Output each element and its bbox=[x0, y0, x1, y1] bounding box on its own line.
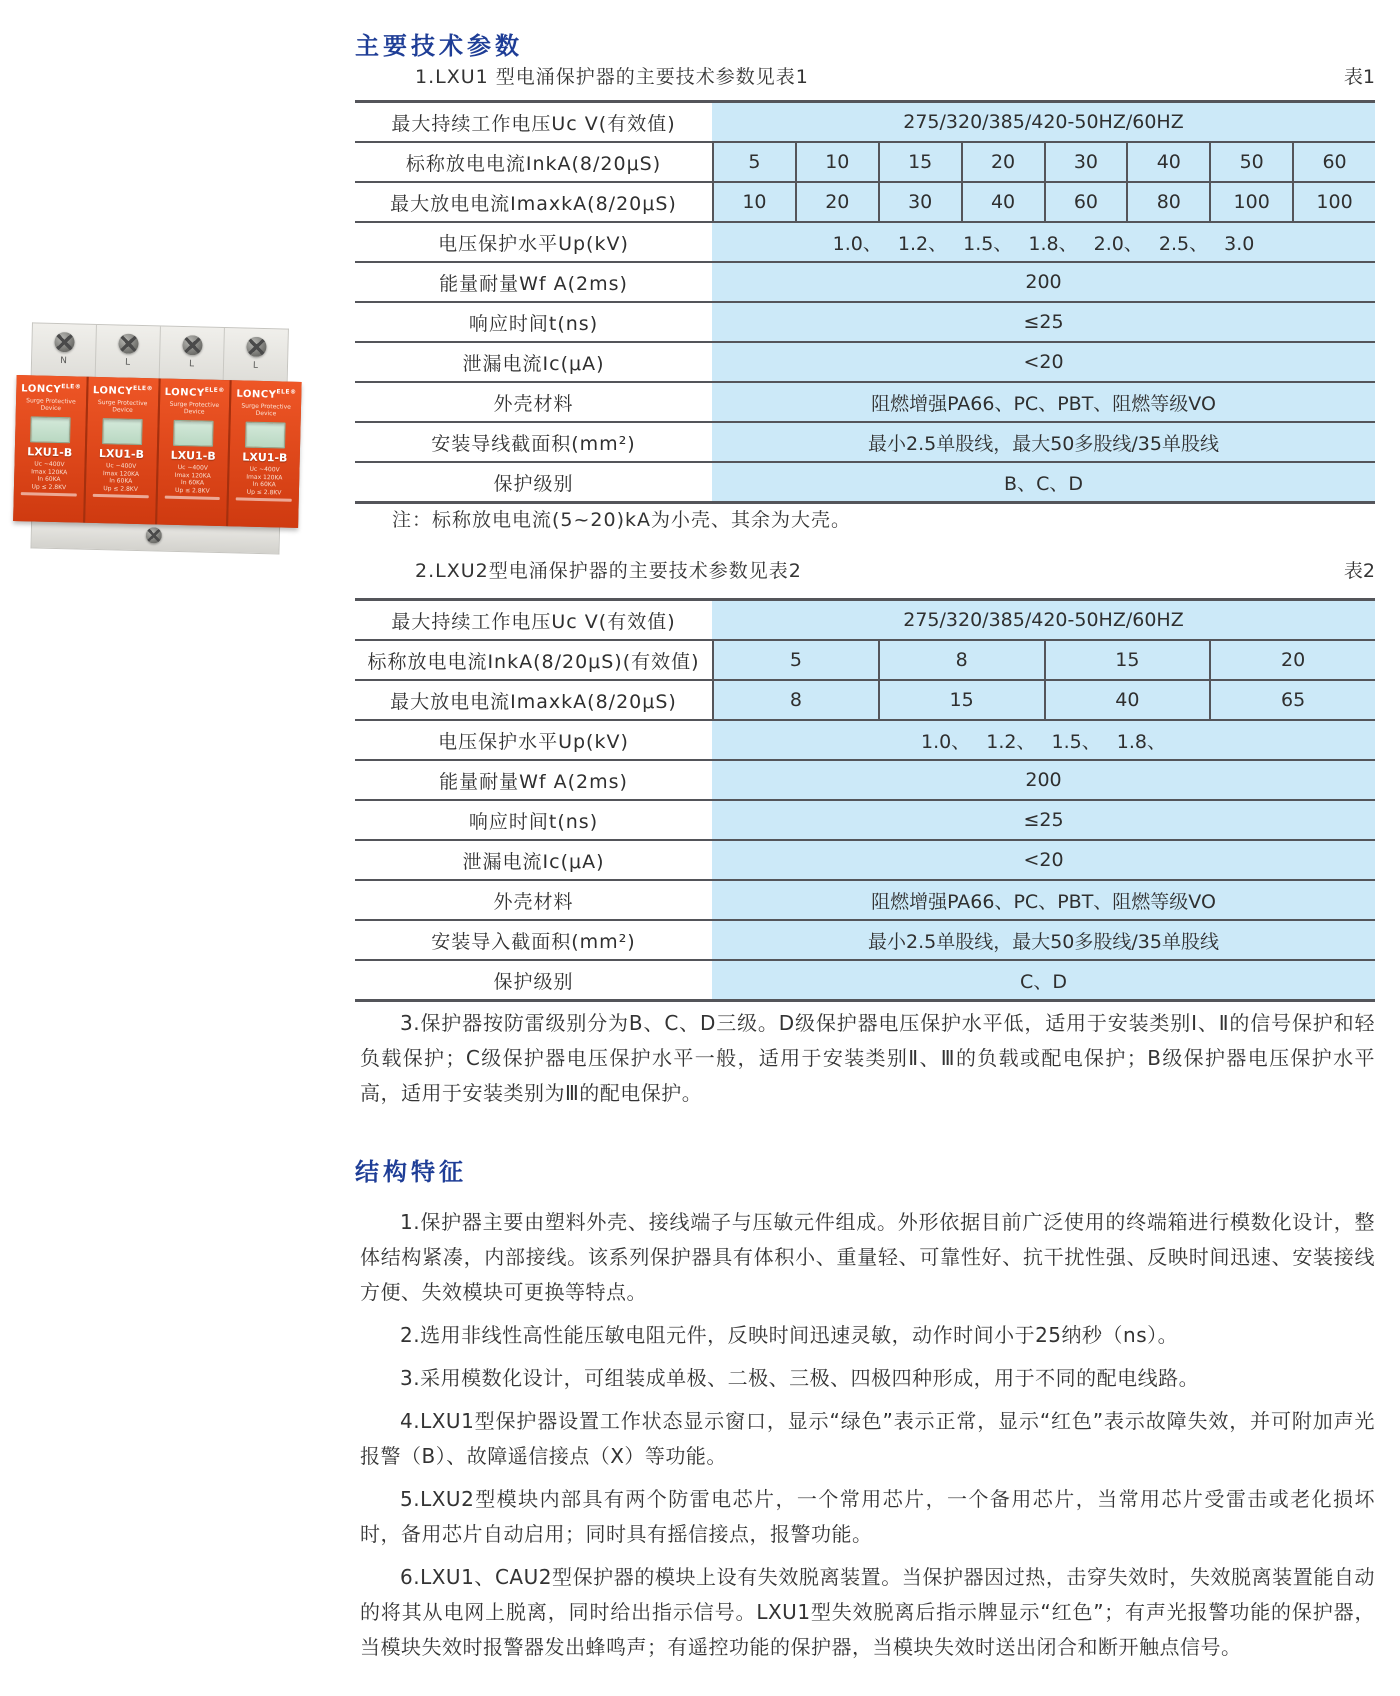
value-cell: 30 bbox=[1044, 143, 1127, 181]
table-row bbox=[355, 641, 1375, 681]
spec-line: Uc ~400V bbox=[34, 460, 65, 469]
spec-line: Up ≤ 2.8KV bbox=[103, 484, 138, 493]
value-cell: 60 bbox=[1292, 143, 1375, 181]
screw-icon bbox=[145, 527, 161, 543]
spec-line: Imax 120KA bbox=[31, 468, 68, 477]
row-value: ≤25 bbox=[712, 303, 1375, 341]
spec-lines bbox=[232, 466, 297, 503]
table-row bbox=[355, 343, 1375, 383]
terminal-label: N bbox=[60, 356, 68, 367]
row-value: 最小2.5单股线，最大50多股线/35单股线 bbox=[712, 921, 1375, 959]
table-row bbox=[355, 681, 1375, 721]
status-window bbox=[102, 418, 143, 445]
spec-line: In 60KA bbox=[252, 481, 276, 489]
table-row bbox=[355, 881, 1375, 921]
value-cell: 20 bbox=[795, 183, 878, 221]
table-row bbox=[355, 601, 1375, 641]
table-row bbox=[355, 303, 1375, 343]
table1 bbox=[355, 100, 1375, 504]
spec-legend-bar bbox=[164, 496, 220, 500]
terminal-block bbox=[159, 326, 224, 386]
value-cell: 50 bbox=[1209, 143, 1292, 181]
row-label: 响应时间t(ns) bbox=[355, 801, 712, 839]
row-value: ≤25 bbox=[712, 801, 1375, 839]
row-value: <20 bbox=[712, 343, 1375, 381]
value-cell: 20 bbox=[1209, 641, 1375, 679]
spec-lines bbox=[17, 460, 82, 497]
table-row bbox=[355, 183, 1375, 223]
brand-suffix: ELE® bbox=[204, 386, 225, 395]
table-row bbox=[355, 961, 1375, 1002]
row-label: 外壳材料 bbox=[355, 881, 712, 919]
brand-label bbox=[91, 382, 155, 399]
table-row bbox=[355, 263, 1375, 303]
table1-note: 注：标称放电电流(5~20)kA为小壳、其余为大壳。 bbox=[392, 509, 852, 531]
row-value bbox=[712, 681, 1375, 719]
value-cell: 30 bbox=[878, 183, 961, 221]
spec-legend-bar bbox=[21, 492, 77, 496]
table-row bbox=[355, 841, 1375, 881]
spd-module bbox=[83, 377, 158, 525]
spec-line: In 60KA bbox=[180, 479, 205, 487]
table2-caption: 2.LXU2型电涌保护器的主要技术参数见表2 bbox=[415, 560, 802, 582]
table-row bbox=[355, 423, 1375, 463]
value-cell: 20 bbox=[961, 143, 1044, 181]
table-row bbox=[355, 143, 1375, 183]
table-row bbox=[355, 103, 1375, 143]
spec-lines bbox=[160, 464, 225, 501]
row-label: 电压保护水平Up(kV) bbox=[355, 721, 712, 759]
row-label: 安装导入截面积(mm²) bbox=[355, 921, 712, 959]
brand-suffix: ELE® bbox=[276, 388, 297, 396]
spec-line: Up ≤ 2.8KV bbox=[174, 486, 210, 495]
value-cell: 80 bbox=[1126, 183, 1209, 221]
spec-legend-bar bbox=[92, 494, 148, 498]
terminal-label: L bbox=[252, 360, 259, 371]
brand-name: LONCY bbox=[164, 386, 205, 399]
spec-line: Imax 120KA bbox=[174, 471, 211, 480]
screw-icon bbox=[118, 333, 138, 353]
row-label: 电压保护水平Up(kV) bbox=[355, 223, 712, 261]
row-value: 阻燃增强PA66、PC、PBT、阻燃等级VO bbox=[712, 881, 1375, 919]
feature-paragraph-1: 1.保护器主要由塑料外壳、接线端子与压敏元件组成。外形依据目前广泛使用的终端箱进行模数化设计，整体结构紧凑，内部接线。该系列保护器具有体积小、重量轻、可靠性好、抗干扰性强、反映时间迅速、安装接线方便、失效模块可更换等特点。 bbox=[360, 1210, 1375, 1304]
product-subtitle: Surge Protective Device bbox=[97, 399, 148, 415]
spd-modules bbox=[13, 375, 301, 528]
feature-paragraph-4: 4.LXU1型保护器设置工作状态显示窗口，显示“绿色”表示正常，显示“红色”表示故障失效，并可附加声光报警（B）、故障遥信接点（X）等功能。 bbox=[360, 1409, 1375, 1468]
spec-line: Imax 120KA bbox=[102, 469, 140, 478]
row-label: 响应时间t(ns) bbox=[355, 303, 712, 341]
table1-caption-row bbox=[355, 62, 1375, 89]
paragraph-3: 3.保护器按防雷级别分为B、C、D三级。D级保护器电压保护水平低，适用于安装类别Ⅰ、Ⅱ的信号保护和轻负载保护；C级保护器电压保护水平一般，适用于安装类别Ⅱ、Ⅲ的负载或配电保护；B级保护器电压保护水平高，适用于安装类别为Ⅲ的配电保护。 bbox=[360, 1011, 1375, 1105]
table1-caption: 1.LXU1 型电涌保护器的主要技术参数见表1 bbox=[415, 66, 809, 88]
value-cell: 10 bbox=[795, 143, 878, 181]
row-label: 泄漏电流Ic(μA) bbox=[355, 841, 712, 879]
paragraph-protection-levels bbox=[360, 1006, 1375, 1119]
product-subtitle: Surge Protective Device bbox=[26, 397, 76, 413]
value-cell: 40 bbox=[1044, 681, 1210, 719]
brand-name: LONCY bbox=[21, 383, 62, 396]
table1-label: 表1 bbox=[1343, 66, 1375, 88]
model-label: LXU1-B bbox=[27, 445, 73, 460]
row-value: <20 bbox=[712, 841, 1375, 879]
terminal-label: L bbox=[124, 357, 131, 368]
spec-line: Up ≤ 2.8KV bbox=[246, 488, 282, 497]
screw-icon bbox=[54, 332, 74, 352]
terminal-block bbox=[95, 325, 160, 385]
brand-label bbox=[163, 384, 227, 401]
table2-caption-row bbox=[355, 556, 1375, 583]
screw-icon bbox=[246, 337, 266, 357]
row-label: 安装导线截面积(mm²) bbox=[355, 423, 712, 461]
brand-label bbox=[234, 385, 298, 402]
row-label: 最大持续工作电压Uc V(有效值) bbox=[355, 601, 712, 639]
brand-name: LONCY bbox=[92, 385, 134, 398]
spec-legend-bar bbox=[236, 498, 292, 502]
row-value: 1.0、 1.2、 1.5、 1.8、 2.0、 2.5、 3.0 bbox=[712, 223, 1375, 261]
row-label: 能量耐量Wf A(2ms) bbox=[355, 761, 712, 799]
table-row bbox=[355, 223, 1375, 263]
value-cell: 15 bbox=[878, 143, 961, 181]
model-label: LXU1-B bbox=[98, 447, 145, 462]
product-subtitle: Surge Protective Device bbox=[241, 402, 291, 418]
row-value: C、D bbox=[712, 961, 1375, 999]
section-title-structure: 结构特征 bbox=[355, 1158, 467, 1186]
row-label: 保护级别 bbox=[355, 463, 712, 501]
row-value: 阻燃增强PA66、PC、PBT、阻燃等级VO bbox=[712, 383, 1375, 421]
row-label: 标称放电电流InkA(8/20μS) bbox=[355, 143, 712, 181]
table-row bbox=[355, 761, 1375, 801]
value-cell: 10 bbox=[712, 183, 795, 221]
feature-paragraph-6: 6.LXU1、CAU2型保护器的模块上设有失效脱离装置。当保护器因过热，击穿失效时，失效脱离装置能自动的将其从电网上脱离，同时给出指示信号。LXU1型失效脱离后指示牌显示“红色”；有声光报警功能的保护器，当模块失效时报警器发出蜂鸣声；有遥控功能的保护器，当模块失效时送出闭合和断开触点信号。 bbox=[360, 1565, 1375, 1659]
row-label: 外壳材料 bbox=[355, 383, 712, 421]
spec-line: Uc ~400V bbox=[249, 466, 280, 474]
brand-suffix: ELE® bbox=[61, 383, 82, 391]
feature-paragraph-3: 3.采用模数化设计，可组装成单极、二极、三极、四极四种形成，用于不同的配电线路。 bbox=[400, 1366, 1200, 1390]
spec-line: Uc ~400V bbox=[105, 462, 137, 471]
section-title-parameters: 主要技术参数 bbox=[355, 32, 523, 60]
brand-label bbox=[19, 380, 83, 397]
value-cell: 65 bbox=[1209, 681, 1375, 719]
brand-name: LONCY bbox=[236, 388, 277, 401]
value-cell: 15 bbox=[878, 681, 1044, 719]
screw-icon bbox=[182, 335, 202, 355]
table-row bbox=[355, 721, 1375, 761]
model-label: LXU1-B bbox=[242, 450, 288, 465]
value-cell: 8 bbox=[878, 641, 1044, 679]
row-label: 标称放电电流InkA(8/20μS)(有效值) bbox=[355, 641, 712, 679]
spec-line: In 60KA bbox=[37, 475, 61, 484]
value-cell: 40 bbox=[961, 183, 1044, 221]
table2 bbox=[355, 598, 1375, 1002]
row-value: B、C、D bbox=[712, 463, 1375, 501]
row-value: 200 bbox=[712, 761, 1375, 799]
table2-label: 表2 bbox=[1343, 560, 1375, 582]
value-cell: 40 bbox=[1126, 143, 1209, 181]
value-cell: 5 bbox=[712, 143, 795, 181]
status-window bbox=[245, 422, 286, 449]
spec-lines bbox=[88, 462, 153, 499]
status-window bbox=[30, 417, 71, 444]
status-window bbox=[173, 420, 214, 447]
terminal-label: L bbox=[188, 359, 195, 370]
value-cell: 100 bbox=[1292, 183, 1375, 221]
row-value: 275/320/385/420-50HZ/60HZ bbox=[712, 601, 1375, 639]
spd-module bbox=[155, 378, 230, 526]
row-value: 1.0、 1.2、 1.5、 1.8、 bbox=[712, 721, 1375, 759]
spec-line: Up ≤ 2.8KV bbox=[31, 483, 67, 492]
value-cell: 5 bbox=[712, 641, 878, 679]
structure-feature-paragraphs bbox=[360, 1205, 1375, 1673]
product-photo bbox=[12, 322, 302, 557]
table-row bbox=[355, 383, 1375, 423]
row-value bbox=[712, 183, 1375, 221]
row-value bbox=[712, 143, 1375, 181]
value-cell: 100 bbox=[1209, 183, 1292, 221]
table-row bbox=[355, 463, 1375, 504]
model-label: LXU1-B bbox=[170, 449, 216, 464]
spd-module bbox=[226, 380, 301, 528]
row-label: 泄漏电流Ic(μA) bbox=[355, 343, 712, 381]
value-cell: 8 bbox=[712, 681, 878, 719]
feature-paragraph-5: 5.LXU2型模块内部具有两个防雷电芯片，一个常用芯片，一个备用芯片，当常用芯片受雷击或老化损坏时，备用芯片自动启用；同时具有摇信接点，报警功能。 bbox=[360, 1487, 1375, 1546]
product-subtitle: Surge Protective Device bbox=[169, 401, 220, 416]
spec-line: In 60KA bbox=[109, 477, 133, 486]
row-label: 能量耐量Wf A(2ms) bbox=[355, 263, 712, 301]
value-cell: 60 bbox=[1044, 183, 1127, 221]
row-value: 最小2.5单股线，最大50多股线/35单股线 bbox=[712, 423, 1375, 461]
row-label: 最大持续工作电压Uc V(有效值) bbox=[355, 103, 712, 141]
row-label: 保护级别 bbox=[355, 961, 712, 999]
spd-module bbox=[13, 375, 86, 523]
row-label: 最大放电电流ImaxkA(8/20μS) bbox=[355, 183, 712, 221]
table-row bbox=[355, 801, 1375, 841]
terminal-block bbox=[222, 328, 287, 388]
row-value bbox=[712, 641, 1375, 679]
spec-line: Uc ~400V bbox=[177, 464, 209, 473]
feature-paragraph-2: 2.选用非线性高性能压敏电阻元件，反映时间迅速灵敏，动作时间小于25纳秒（ns）。 bbox=[400, 1323, 1179, 1347]
row-label: 最大放电电流ImaxkA(8/20μS) bbox=[355, 681, 712, 719]
brand-suffix: ELE® bbox=[132, 384, 154, 393]
spec-line: Imax 120KA bbox=[246, 473, 283, 482]
value-cell: 15 bbox=[1044, 641, 1210, 679]
row-value: 200 bbox=[712, 263, 1375, 301]
terminal-block bbox=[32, 323, 96, 383]
table-row bbox=[355, 921, 1375, 961]
row-value: 275/320/385/420-50HZ/60HZ bbox=[712, 103, 1375, 141]
